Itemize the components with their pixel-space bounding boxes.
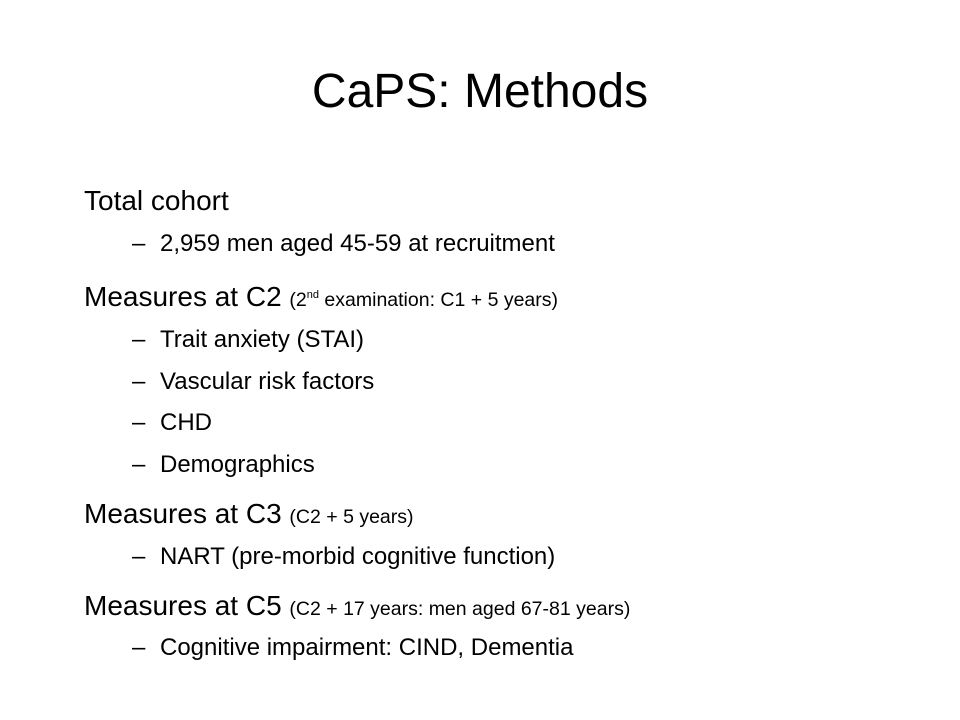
dash-marker: – [132, 409, 146, 436]
bullet-measures-c2 [84, 279, 558, 318]
dash-marker: – [132, 326, 146, 353]
sub-bullet-text: Demographics [160, 451, 315, 478]
sub-bullet [132, 632, 573, 664]
sub-bullet-text: Cognitive impairment: CIND, Dementia [160, 634, 574, 661]
bullet-measures-c5 [84, 588, 630, 627]
sub-bullet [132, 228, 555, 260]
sub-bullet [132, 541, 555, 573]
note-superscript: nd [306, 289, 320, 301]
note-rest: examination: C1 + 5 years) [319, 289, 559, 311]
bullet-measures-c3 [84, 496, 414, 535]
bullet-note: (C2 + 17 years: men aged 67-81 years) [289, 598, 631, 620]
dash-marker: – [132, 543, 146, 570]
dash-marker: – [132, 634, 146, 661]
bullet-note [289, 289, 558, 311]
bullet-heading: Measures at C3 [84, 498, 282, 529]
note-open: (2 [289, 289, 307, 311]
dash-marker: – [132, 451, 146, 478]
sub-bullet-text: Trait anxiety (STAI) [160, 326, 365, 353]
sub-bullet-text: CHD [160, 409, 212, 436]
sub-bullet [132, 324, 364, 356]
bullet-heading: Measures at C2 [84, 281, 282, 312]
bullet-note: (C2 + 5 years) [289, 506, 414, 528]
sub-bullet-text: Vascular risk factors [160, 368, 375, 395]
bullet-heading: Measures at C5 [84, 590, 282, 621]
sub-bullet-text: NART (pre-morbid cognitive function) [160, 543, 556, 570]
sub-bullet [132, 449, 315, 481]
slide-title: CaPS: Methods [311, 65, 649, 118]
dash-marker: – [132, 368, 146, 395]
bullet-total-cohort [84, 183, 229, 219]
bullet-heading: Total cohort [84, 185, 229, 216]
dash-marker: – [132, 230, 146, 257]
sub-bullet [132, 366, 374, 398]
sub-bullet [132, 407, 212, 439]
sub-bullet-text: 2,959 men aged 45-59 at recruitment [160, 230, 555, 257]
